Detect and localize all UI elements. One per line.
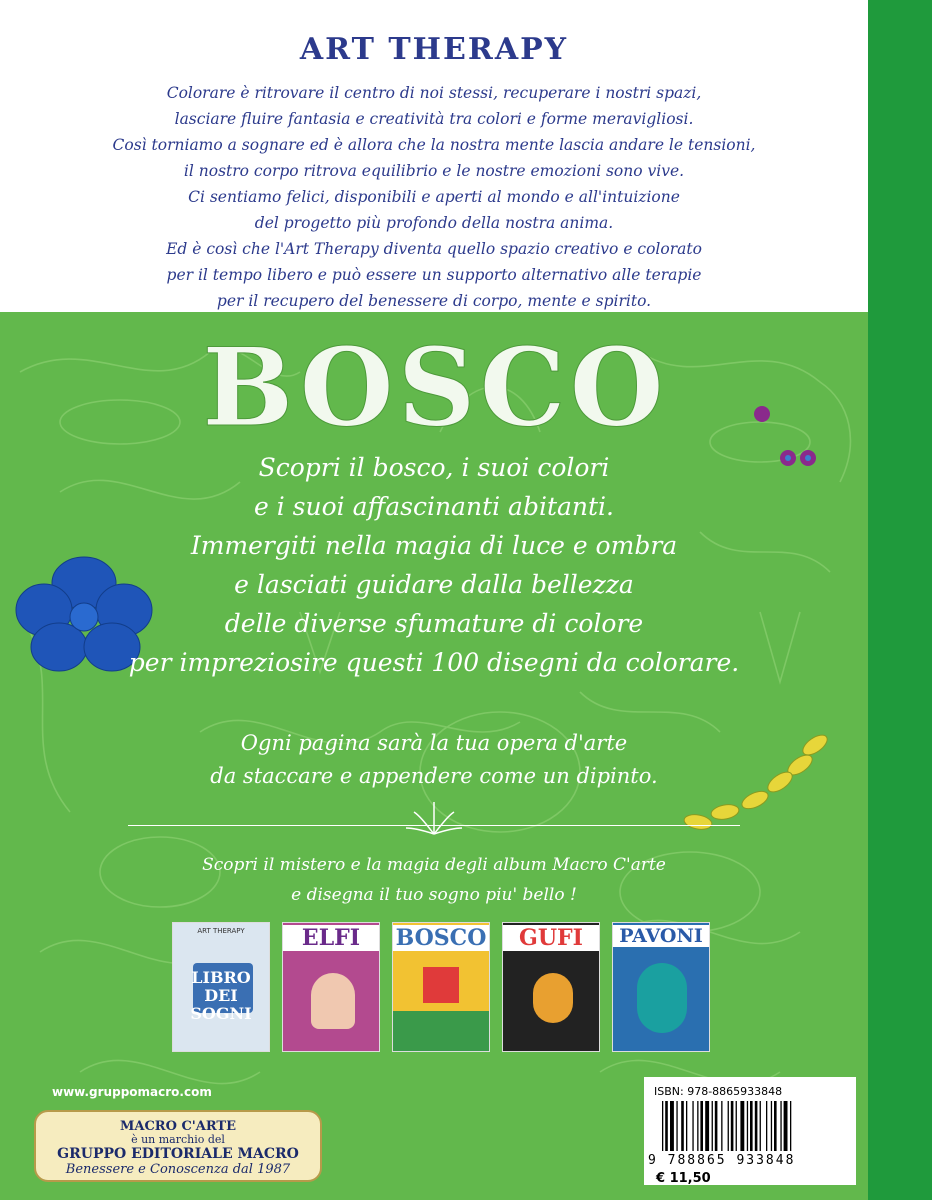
artwork-note [0,727,868,793]
promo-line: Scopri il mistero e la magia degli album Macro C'arte [202,855,666,875]
description-line: e i suoi affascinanti abitanti. [254,492,614,521]
publisher-note: è un marchio del [131,1133,225,1146]
book-cover-art [533,973,573,1023]
barcode-bar [747,1101,748,1151]
intro-line: per il tempo libero e può essere un supporto alternativo alle terapie [166,266,702,284]
description-text [0,448,868,682]
barcode-bar [784,1101,788,1151]
spine-strip [868,0,932,1200]
publisher-group: GRUPPO EDITORIALE MACRO [57,1146,299,1162]
intro-line: Ci sentiamo felici, disponibili e aperti al mondo e all'intuizione [188,188,680,206]
book-title: LIBRO DEI SOGNI [190,968,252,1023]
book-cover-art [423,967,459,1003]
artwork-note-line: da staccare e appendere come un dipinto. [210,764,658,788]
artwork-note-line: Ogni pagina sarà la tua opera d'arte [240,731,628,755]
isbn-label: ISBN: 978-8865933848 [654,1085,783,1098]
description-line: Scopri il bosco, i suoi colori [258,453,610,482]
book-cover-art [637,963,687,1033]
lotus-ornament-icon [404,800,464,840]
book-title: GUFI [503,925,599,951]
description-line: e lasciati guidare dalla bellezza [234,570,634,599]
barcode-bar [750,1101,753,1151]
barcode-bar [760,1101,761,1151]
barcode-bar [731,1101,734,1151]
book-cover-art-ground [393,1011,489,1051]
barcode-bar [665,1101,668,1151]
barcode-bar [740,1101,744,1151]
intro-line: Così torniamo a sognare ed è allora che la nostra mente lascia andare le tensioni, [112,136,756,154]
book-thumbnail [392,922,490,1052]
barcode-bar [681,1101,684,1151]
barcode-bar [728,1101,729,1151]
book-thumbnail [612,922,710,1052]
price-label: € 11,50 [656,1171,711,1186]
book-thumbnail [502,922,600,1052]
book-thumbnail [282,922,380,1052]
barcode-bar [662,1101,663,1151]
description-line: per impreziosire questi 100 disegni da colorare. [128,648,740,677]
barcode-bar [755,1101,758,1151]
section-divider [128,825,740,826]
intro-line: Ed è così che l'Art Therapy diventa quello spazio creativo e colorato [166,240,702,258]
barcode-bar [697,1101,698,1151]
promo-line: e disegna il tuo sogno piu' bello ! [291,885,577,905]
book-title: ELFI [283,925,379,951]
book-series-thumbnails [172,922,710,1052]
book-title: PAVONI [613,925,709,947]
barcode-bar [700,1101,703,1151]
barcode-bar [705,1101,709,1151]
description-line: delle diverse sfumature di colore [224,609,644,638]
barcode-bar [712,1101,713,1151]
barcode-bar [715,1101,718,1151]
barcode-bar [686,1101,687,1151]
series-promo [0,850,868,910]
publisher-tagline: Benessere e Conoscenza dal 1987 [65,1162,291,1177]
barcode-bar [736,1101,737,1151]
barcode-box [644,1077,856,1185]
publisher-brand: MACRO C'ARTE [119,1119,237,1134]
book-thumbnail [172,922,270,1052]
barcode-bar [780,1101,781,1151]
art-therapy-title: ART THERAPY [299,32,569,67]
barcode-bar [766,1101,767,1151]
barcode-number: 9 788865 933848 [648,1153,796,1168]
barcode-bar [676,1101,677,1151]
bosco-title: BOSCO [202,325,668,451]
description-line: Immergiti nella magia di luce e ombra [190,531,678,560]
barcode-bar [771,1101,772,1151]
barcode-bar [774,1101,777,1151]
barcode-bar [670,1101,674,1151]
barcode-bar [692,1101,693,1151]
intro-line: del progetto più profondo della nostra anima. [254,214,614,232]
website-link[interactable]: www.gruppomacro.com [52,1085,212,1099]
publisher-box [34,1110,322,1182]
barcode-bar [790,1101,791,1151]
intro-line: il nostro corpo ritrova equilibrio e le nostre emozioni sono vive. [183,162,685,180]
intro-line: per il recupero del benessere di corpo, mente e spirito. [216,292,652,310]
barcode-bar [721,1101,722,1151]
intro-panel [0,0,868,312]
book-cover-art [311,973,355,1029]
book-title: BOSCO [393,925,489,951]
book-series-label: ART THERAPY [197,927,245,935]
intro-line: Colorare è ritrovare il centro di noi stessi, recuperare i nostri spazi, [166,84,702,102]
intro-line: lasciare fluire fantasia e creatività tra colori e forme meravigliosi. [174,110,694,128]
barcode-graphic [662,1101,838,1151]
bosco-title-art [202,325,668,451]
intro-text [0,80,868,314]
